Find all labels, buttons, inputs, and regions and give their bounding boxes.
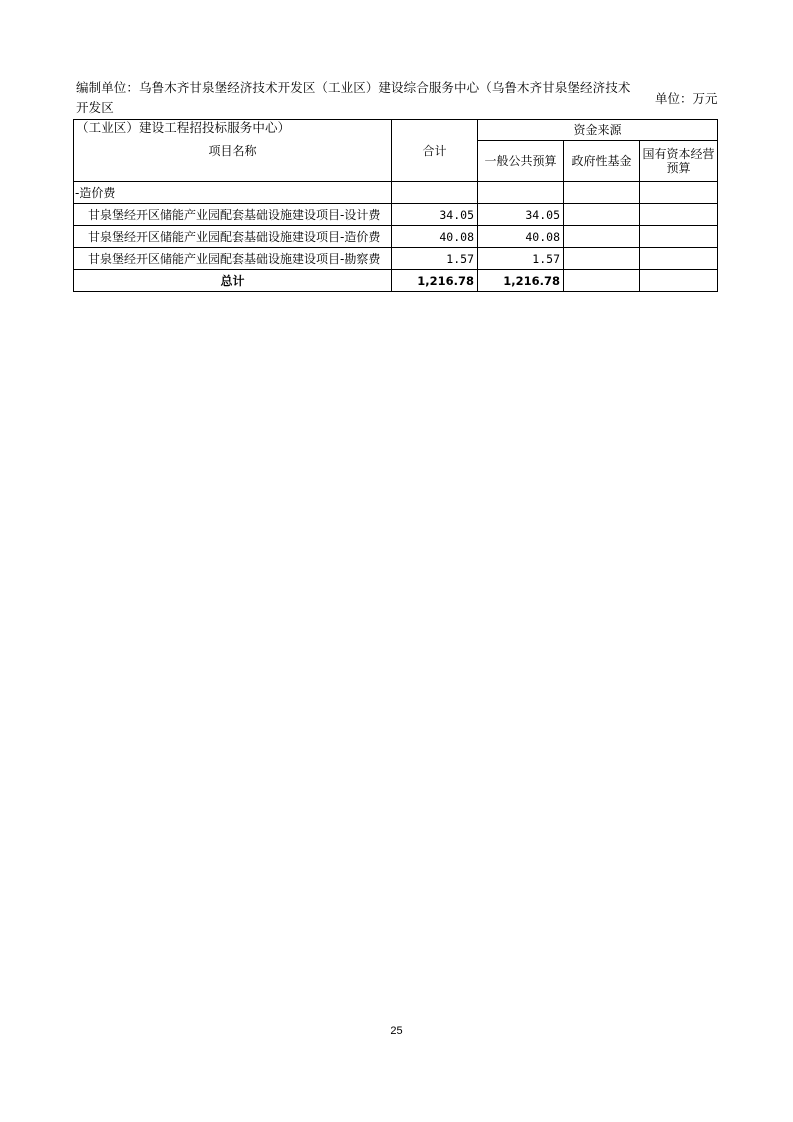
header-row-1	[74, 120, 718, 141]
page-number: 25	[390, 1025, 403, 1037]
row-soe-budget	[640, 248, 718, 270]
header-gov-fund: 政府性基金	[564, 141, 640, 182]
table-row	[74, 204, 718, 226]
row-general-budget: 34.05	[478, 204, 564, 226]
compiling-unit-name-line1: 乌鲁木齐甘泉堡经济技术开发区（工业区）建设综合服务中心（乌鲁木齐甘泉堡经济技术开发区	[76, 80, 631, 115]
row-total: 40.08	[392, 226, 478, 248]
row-item-name: 甘泉堡经开区储能产业园配套基础设施建设项目-造价费	[74, 226, 392, 248]
summary-general-budget: 1,216.78	[478, 270, 564, 292]
summary-gov-fund	[564, 270, 640, 292]
table-row	[74, 226, 718, 248]
category-general	[478, 182, 564, 204]
category-total	[392, 182, 478, 204]
row-gov-fund	[564, 204, 640, 226]
budget-table	[73, 119, 718, 292]
table-row	[74, 248, 718, 270]
header-total: 合计	[392, 120, 478, 182]
currency-unit: 单位：万元	[655, 91, 718, 106]
row-soe-budget	[640, 204, 718, 226]
summary-label: 总计	[74, 270, 392, 292]
header-soe-line2: 预算	[666, 161, 691, 175]
summary-total: 1,216.78	[392, 270, 478, 292]
header-soe-budget	[640, 141, 718, 182]
row-total: 1.57	[392, 248, 478, 270]
category-name: -造价费	[74, 182, 392, 204]
compiling-unit-name-line2: （工业区）建设工程招投标服务中心）	[76, 120, 291, 135]
header-general-budget: 一般公共预算	[478, 141, 564, 182]
row-general-budget: 1.57	[478, 248, 564, 270]
row-total: 34.05	[392, 204, 478, 226]
summary-soe-budget	[640, 270, 718, 292]
header-soe-line1: 国有资本经营	[642, 147, 715, 161]
row-item-name: 甘泉堡经开区储能产业园配套基础设施建设项目-设计费	[74, 204, 392, 226]
row-general-budget: 40.08	[478, 226, 564, 248]
compiling-unit-prefix: 编制单位：	[76, 80, 140, 95]
row-gov-fund	[564, 248, 640, 270]
header-item-name: 项目名称	[74, 120, 392, 182]
category-gov	[564, 182, 640, 204]
summary-row	[74, 270, 718, 292]
row-item-name: 甘泉堡经开区储能产业园配套基础设施建设项目-勘察费	[74, 248, 392, 270]
category-soe	[640, 182, 718, 204]
row-gov-fund	[564, 226, 640, 248]
category-row	[74, 182, 718, 204]
header-fund-source: 资金来源	[478, 120, 718, 141]
row-soe-budget	[640, 226, 718, 248]
